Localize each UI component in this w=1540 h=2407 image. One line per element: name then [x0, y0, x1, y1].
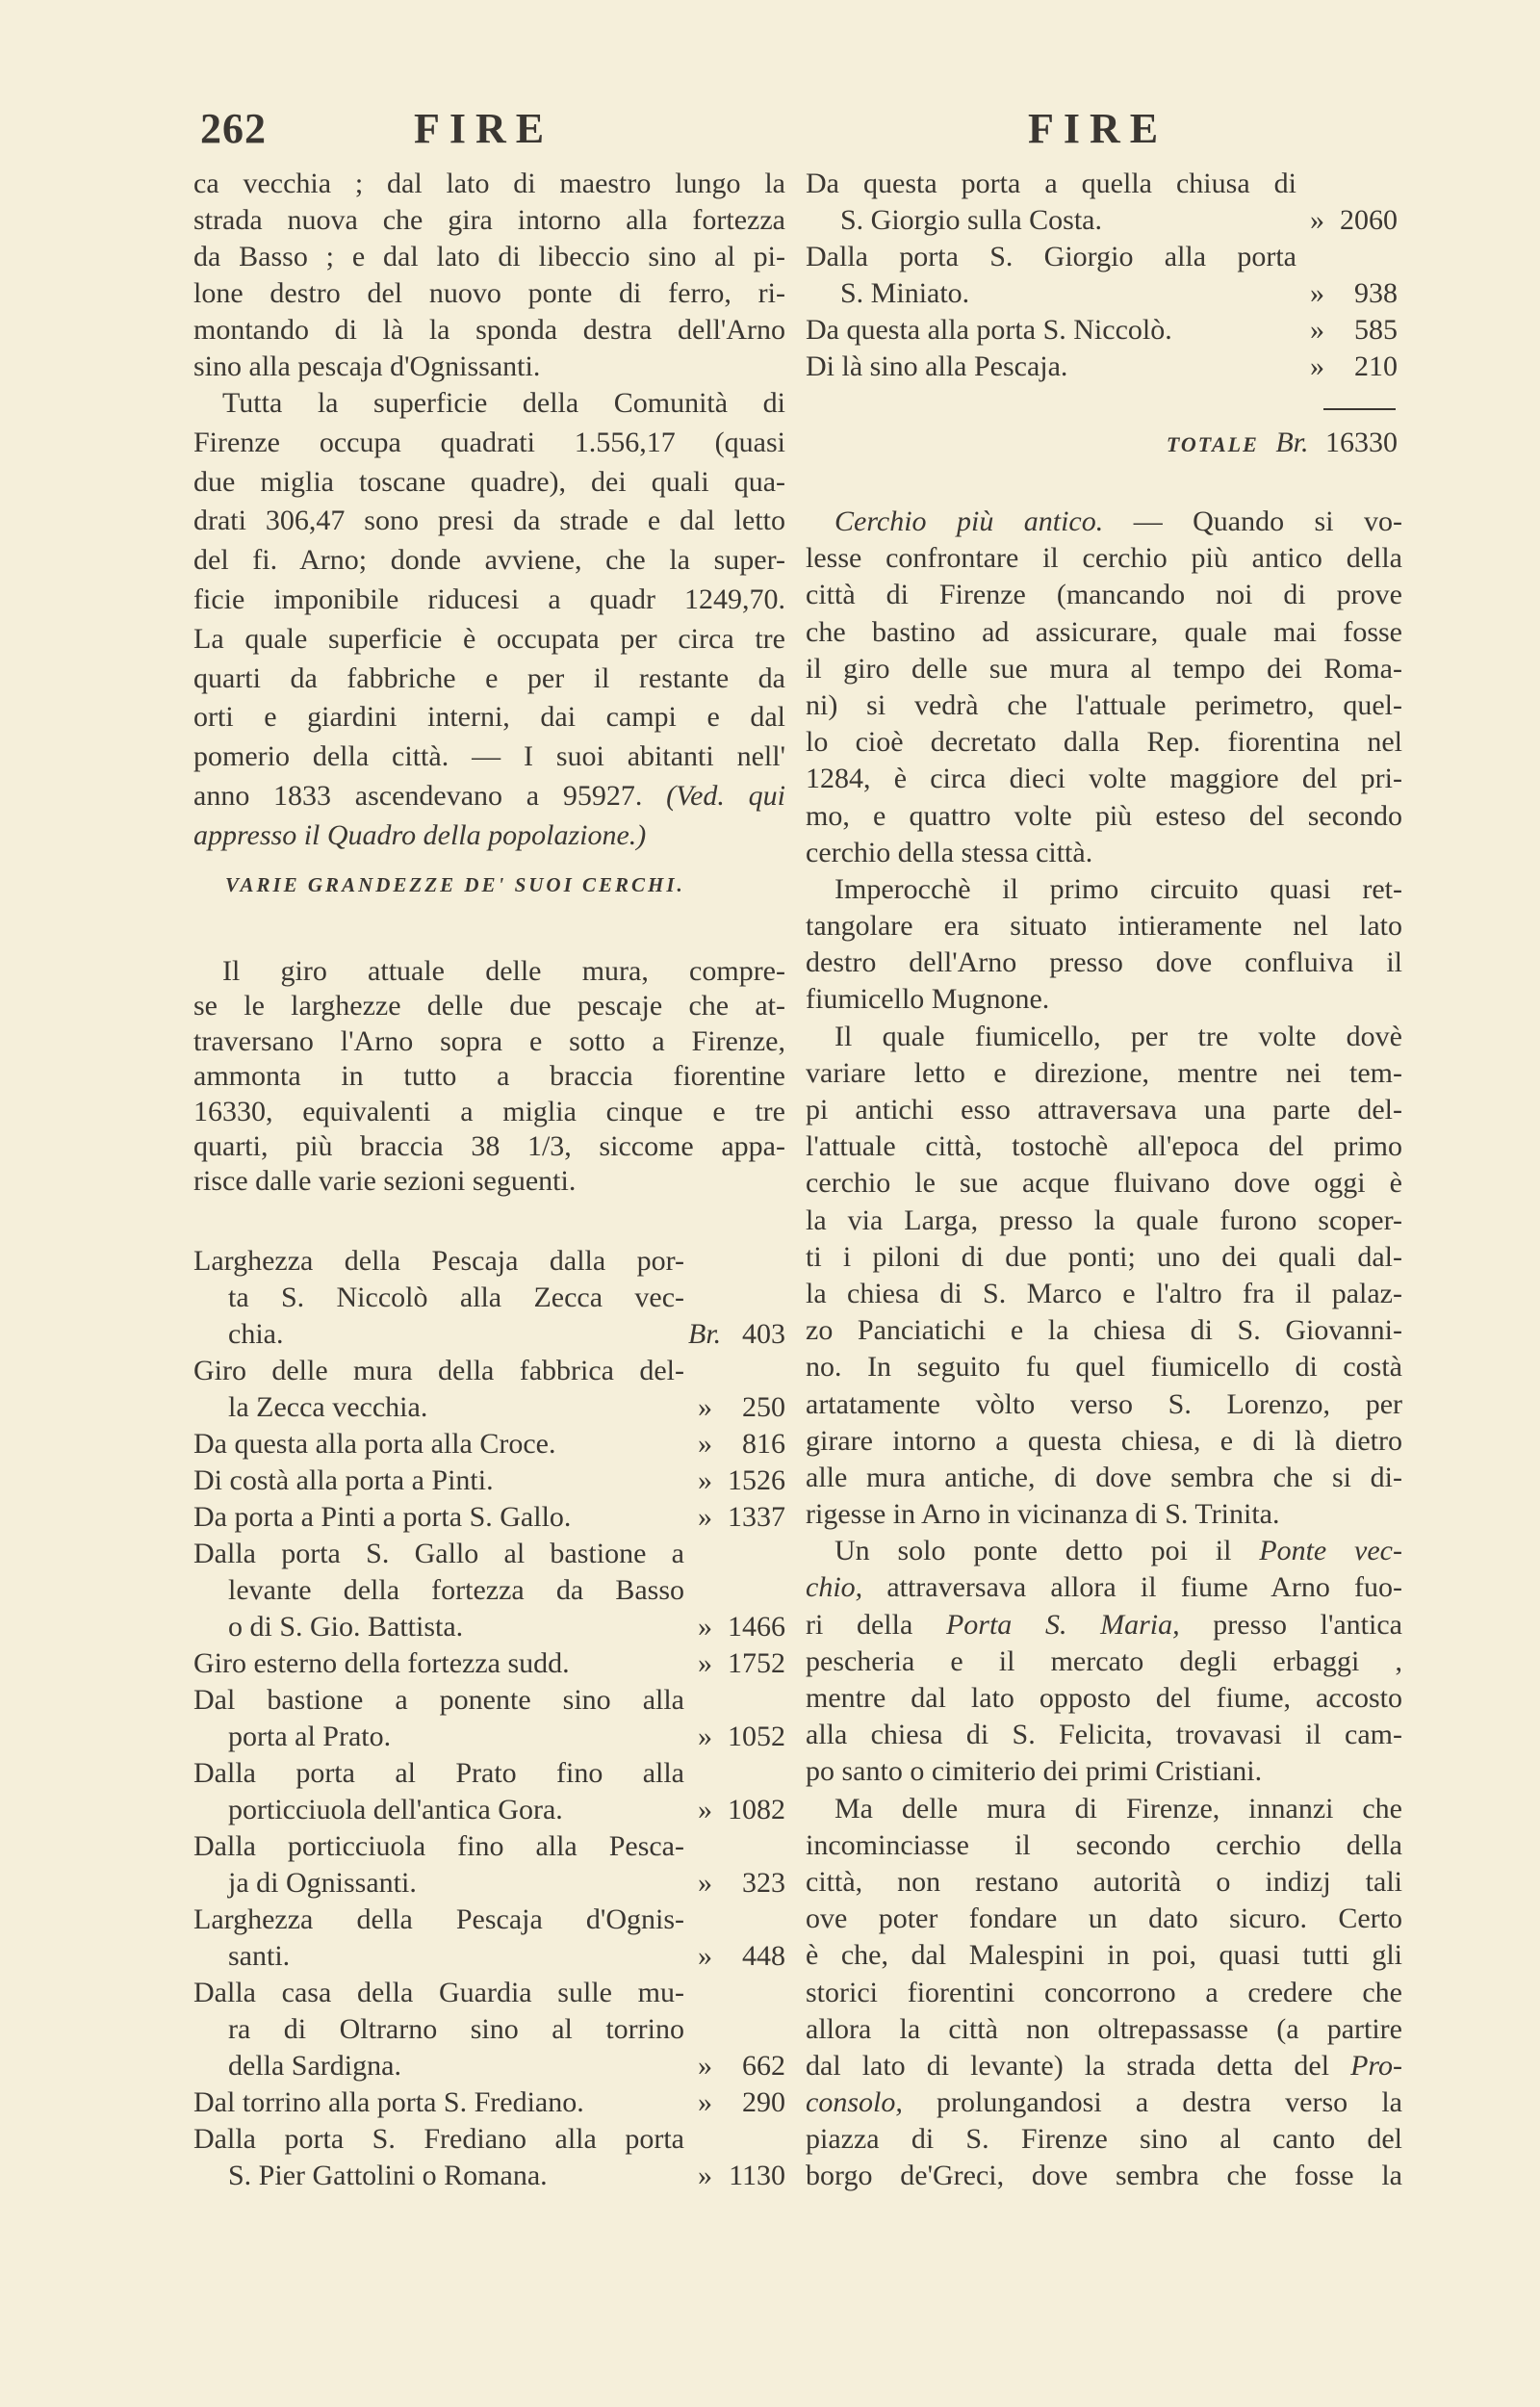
text-segment: ca vecchia ; dal lato di maestro lungo la [193, 168, 785, 199]
text-segment: dal lato di levante) la strada detta del [806, 2049, 1351, 2082]
text-line [806, 504, 1402, 540]
row-label-line: Dal bastione a ponente sino alla [193, 1684, 684, 1716]
row-label-line: ta S. Niccolò alla Zecca vec- [228, 1281, 684, 1313]
text-line [806, 1643, 1402, 1680]
italic-text: Ponte vec- [1259, 1535, 1402, 1567]
row-label-line: Da questa alla porta alla Croce. [193, 1428, 556, 1460]
table-row [806, 349, 1398, 385]
text-line [806, 908, 1402, 945]
text-line [806, 1864, 1402, 1901]
text-segment: quarti, più braccia 38 1/3, siccome appa- [193, 1129, 785, 1162]
text-line [193, 312, 785, 349]
text-line [806, 1680, 1402, 1717]
text-line [806, 2121, 1402, 2158]
row-label-line: ra di Oltrarno sino al torrino [228, 2013, 684, 2045]
row-value: 1752 [728, 1647, 785, 1679]
row-label-line: santi. [228, 1940, 291, 1972]
text-segment: 16330, equivalenti a miglia cinque e tre [193, 1095, 785, 1127]
row-value: 448 [742, 1940, 785, 1972]
text-segment: allora la città non oltrepassasse (a partire [806, 2012, 1402, 2045]
text-line [193, 1095, 785, 1129]
paragraph-superficie [193, 384, 785, 856]
table-row [193, 1682, 785, 1755]
ditto-mark: » [698, 1428, 712, 1460]
table-row [193, 1536, 785, 1645]
text-line [193, 239, 785, 275]
text-segment: ficie imponibile riducesi a quadr 1249,70. [193, 582, 785, 615]
text-segment: lone destro del nuovo ponte di ferro, ri- [193, 277, 785, 309]
text-segment: la via Larga, presso la quale furono scoper- [806, 1204, 1402, 1236]
text-segment: città, non restano autorità o indizj tali [806, 1865, 1402, 1898]
text-segment: Tutta la superficie della Comunità di [222, 387, 785, 419]
row-label-line: S. Miniato. [840, 277, 970, 309]
table-row [193, 1462, 785, 1499]
text-line [806, 1717, 1402, 1753]
text-segment: Il quale fiumicello, per tre volte dovè [834, 1020, 1402, 1052]
text-line [806, 687, 1402, 724]
italic-text: chio, [806, 1571, 863, 1604]
row-value: 403 [742, 1318, 785, 1350]
text-segment: pomerio della città. — I suoi abitanti nell' [193, 740, 785, 773]
text-segment: variare letto e direzione, mentre nei tem- [806, 1056, 1402, 1089]
running-head-right: FIRE [1028, 105, 1168, 152]
text-segment: presso l'antica [1179, 1608, 1402, 1641]
row-label-line: Giro delle mura della fabbrica del- [193, 1355, 684, 1386]
text-segment: Imperocchè il primo circuito quasi ret- [834, 872, 1402, 905]
ditto-mark: » [1310, 277, 1324, 309]
text-segment: ni) si vedrà che l'attuale perimetro, quel- [806, 688, 1402, 721]
text-segment: mentre dal lato opposto del fiume, accosto [806, 1682, 1402, 1714]
row-value: 1337 [728, 1501, 785, 1533]
text-line [806, 1460, 1402, 1496]
text-segment: drati 306,47 sono presi da strade e dal letto [193, 505, 785, 537]
text-segment: storici fiorentini concorrono a credere che [806, 1976, 1402, 2008]
table-row [193, 1426, 785, 1462]
text-line [806, 1386, 1402, 1423]
italic-text: appresso il Quadro della popolazione.) [193, 818, 647, 851]
text-segment: Il giro attuale delle mura, compre- [222, 955, 785, 987]
ditto-mark: » [698, 1867, 712, 1899]
text-line [806, 1239, 1402, 1276]
total-unit: Br. [1275, 427, 1309, 458]
table-row [806, 239, 1398, 312]
text-line [806, 1901, 1402, 1937]
row-label-line: S. Giorgio sulla Costa. [840, 204, 1102, 236]
text-segment: ammonta in tutto a braccia fiorentine [193, 1060, 785, 1093]
row-label-line: Dalla porticciuola fino alla Pesca- [193, 1830, 684, 1862]
text-line [193, 463, 785, 503]
text-line [193, 1164, 785, 1199]
text-line [806, 577, 1402, 613]
running-head-left: FIRE [414, 105, 554, 152]
row-label-line: levante della fortezza da Basso [228, 1574, 684, 1606]
text-line [806, 1019, 1402, 1055]
text-line [193, 424, 785, 463]
text-segment: cerchio della stessa città. [806, 836, 1093, 868]
text-segment: l'attuale città, tostochè all'epoca del primo [806, 1130, 1402, 1163]
text-line [806, 1276, 1402, 1312]
text-segment: anno 1833 ascendevano a 95927. [193, 779, 667, 812]
text-line [806, 1827, 1402, 1864]
text-line [193, 816, 785, 856]
ditto-mark: » [698, 1501, 712, 1533]
text-line [806, 1165, 1402, 1202]
ditto-mark: » [698, 1647, 712, 1679]
text-line [806, 1753, 1402, 1790]
ditto-mark: » [698, 2050, 712, 2082]
text-segment: zo Panciatichi e la chiesa di S. Giovanni- [806, 1314, 1402, 1347]
text-segment: no. In seguito fu quel fiumicello di costà [806, 1351, 1402, 1384]
text-segment: destro dell'Arno presso dove confluiva il [806, 946, 1402, 979]
text-line [806, 1496, 1402, 1533]
ditto-mark: » [698, 2086, 712, 2118]
text-line [193, 738, 785, 777]
ditto-mark: » [698, 1611, 712, 1643]
text-line [193, 502, 785, 541]
text-line [806, 2048, 1402, 2084]
row-label-line: chia. [228, 1318, 284, 1350]
text-segment: borgo de'Greci, dove sembra che fosse la [806, 2160, 1402, 2192]
text-line [806, 1607, 1402, 1643]
text-segment: da Basso ; e dal lato di libeccio sino al pi- [193, 241, 785, 272]
text-line [806, 1937, 1402, 1974]
text-segment: Ma delle mura di Firenze, innanzi che [834, 1792, 1402, 1825]
row-label-line: della Sardigna. [228, 2050, 401, 2082]
table-row [806, 312, 1398, 349]
table-row [193, 1828, 785, 1902]
text-segment: del fi. Arno; donde avviene, che la super- [193, 544, 785, 577]
total-label: TOTALE [1166, 432, 1259, 456]
text-line [806, 1092, 1402, 1128]
measurements-table-right [806, 166, 1398, 385]
text-segment: ti i piloni di due ponti; uno dei quali dal- [806, 1240, 1402, 1273]
text-segment: lesse confrontare il cerchio più antico della [806, 542, 1402, 575]
row-value: 210 [1354, 350, 1398, 382]
table-row [193, 1499, 785, 1536]
italic-text: (Ved. qui [666, 779, 785, 812]
ditto-mark: » [698, 2160, 712, 2191]
text-segment: traversano l'Arno sopra e sotto a Firenze, [193, 1024, 785, 1057]
table-row [193, 2084, 785, 2121]
text-segment: se le larghezze delle due pescaje che at- [193, 990, 785, 1022]
text-segment: strada nuova che gira intorno alla fortezza [193, 204, 785, 236]
table-row [193, 1755, 785, 1828]
ditto-mark: » [1310, 314, 1324, 346]
row-label-line: porta al Prato. [228, 1721, 392, 1752]
text-line [806, 540, 1402, 577]
row-label-line: Dalla porta S. Gallo al bastione a [193, 1538, 684, 1569]
paragraph-continuation [193, 166, 785, 385]
row-value: 1130 [729, 2160, 785, 2191]
row-label-line: ja di Ognissanti. [228, 1867, 417, 1899]
text-line [806, 1349, 1402, 1385]
text-line [193, 620, 785, 660]
table-row [193, 1902, 785, 1975]
text-line [193, 1129, 785, 1164]
paragraph-giro [193, 954, 785, 1200]
italic-text: Porta S. Maria, [945, 1608, 1180, 1641]
table-row [193, 2121, 785, 2194]
row-label-line: Dalla porta al Prato fino alla [193, 1757, 684, 1789]
text-segment: attraversava allora il fiume Arno fuo- [862, 1571, 1402, 1604]
text-line [806, 1533, 1402, 1569]
row-label-line: Dalla casa della Guardia sulle mu- [193, 1977, 684, 2008]
row-value: 323 [742, 1867, 785, 1899]
row-label-line: la Zecca vecchia. [228, 1391, 428, 1423]
text-segment: La quale superficie è occupata per circa tre [193, 622, 785, 655]
text-line [806, 1423, 1402, 1460]
text-line [193, 275, 785, 312]
text-line [806, 1128, 1402, 1165]
text-segment: è che, dal Malespini in poi, quasi tutti gli [806, 1939, 1402, 1972]
text-line [806, 1975, 1402, 2011]
row-label-line: porticciuola dell'antica Gora. [228, 1794, 563, 1825]
text-segment: città di Firenze (mancando noi di prove [806, 579, 1402, 611]
row-label-line: Di costà alla porta a Pinti. [193, 1464, 494, 1496]
text-line [806, 724, 1402, 761]
row-value: 1052 [728, 1721, 785, 1752]
text-line [806, 981, 1402, 1018]
table-row [806, 166, 1398, 239]
text-segment: quarti da fabbriche e per il restante da [193, 661, 785, 694]
text-segment: la chiesa di S. Marco e l'altro fra il palaz- [806, 1277, 1402, 1309]
text-line [806, 2084, 1402, 2121]
text-segment: fiumicello Mugnone. [806, 983, 1050, 1016]
row-label-line: Larghezza della Pescaja dalla por- [193, 1245, 684, 1277]
ditto-mark: » [1310, 350, 1324, 382]
text-segment: cerchio le sue acque fluivano dove oggi è [806, 1167, 1402, 1200]
row-value: 816 [742, 1428, 785, 1460]
text-line [806, 651, 1402, 687]
row-value: 290 [742, 2086, 785, 2118]
italic-text: consolo, [806, 2086, 903, 2119]
row-value: 1466 [728, 1611, 785, 1643]
text-segment: risce dalle varie sezioni seguenti. [193, 1165, 577, 1198]
text-segment: rigesse in Arno in vicinanza di S. Trinita. [806, 1498, 1280, 1531]
text-line [806, 1055, 1402, 1092]
total-value: 16330 [1325, 427, 1398, 458]
text-segment: pescheria e il mercato degli erbaggi , [806, 1644, 1402, 1677]
row-label-line: Da questa alla porta S. Niccolò. [806, 314, 1172, 346]
text-line [806, 614, 1402, 651]
text-line [193, 202, 785, 239]
row-value: 585 [1354, 314, 1398, 346]
text-segment: tangolare era situato intieramente nel lato [806, 910, 1402, 943]
text-line [806, 835, 1402, 871]
text-line [193, 660, 785, 699]
text-line [193, 954, 785, 989]
text-segment: montando di là la sponda destra dell'Arno [193, 314, 785, 346]
table-row [193, 1353, 785, 1426]
text-segment: piazza di S. Firenze sino al canto del [806, 2123, 1402, 2156]
table-row [193, 1975, 785, 2084]
ditto-mark: » [1310, 204, 1324, 236]
text-segment: orti e giardini interni, dai campi e dal [193, 701, 785, 734]
text-segment: Un solo ponte detto poi il [834, 1535, 1260, 1567]
measurements-table-left [193, 1243, 785, 2194]
text-line [193, 1059, 785, 1094]
text-segment: Firenze occupa quadrati 1.556,17 (quasi [193, 426, 785, 458]
text-line [193, 384, 785, 424]
text-line [806, 945, 1402, 981]
italic-text: Pro- [1350, 2049, 1402, 2082]
text-line [806, 871, 1402, 908]
text-segment: — Quando si vo- [1103, 505, 1403, 537]
text-segment: lo cioè decretato dalla Rep. fiorentina nel [806, 726, 1402, 759]
row-label-line: Da porta a Pinti a porta S. Gallo. [193, 1501, 572, 1533]
text-line [806, 1569, 1402, 1606]
table-row [193, 1243, 785, 1353]
text-line [193, 698, 785, 738]
italic-text: Cerchio più antico. [834, 505, 1104, 537]
text-segment: artatamente vòlto verso S. Lorenzo, per [806, 1387, 1402, 1420]
text-line [193, 989, 785, 1023]
row-value: 2060 [1340, 204, 1398, 236]
text-segment: due miglia toscane quadre), dei quali qua- [193, 465, 785, 498]
section-heading: VARIE GRANDEZZE DE' SUOI CERCHI. [225, 873, 685, 896]
text-segment: pi antichi esso attraversava una parte del- [806, 1094, 1402, 1126]
text-line [806, 2011, 1402, 2048]
text-line [806, 2158, 1402, 2194]
text-line [806, 1203, 1402, 1239]
text-segment: ri della [806, 1608, 946, 1641]
ditto-mark: » [698, 1940, 712, 1972]
row-label-line: Larghezza della Pescaja d'Ognis- [193, 1903, 684, 1935]
right-column-text [806, 504, 1402, 2195]
row-value: 250 [742, 1391, 785, 1423]
ditto-mark: » [698, 1794, 712, 1825]
table-row [193, 1645, 785, 1682]
text-segment: sino alla pescaja d'Ognissanti. [193, 350, 541, 382]
unit-label: Br. [688, 1318, 722, 1350]
text-line [193, 777, 785, 816]
row-value: 1526 [728, 1464, 785, 1496]
page-number: 262 [200, 105, 267, 152]
ditto-mark: » [698, 1721, 712, 1752]
text-line [806, 1791, 1402, 1827]
row-value: 662 [742, 2050, 785, 2082]
row-label-line: Dalla porta S. Giorgio alla porta [806, 241, 1296, 272]
text-segment: girare intorno a questa chiesa, e di là dietro [806, 1424, 1402, 1457]
text-line [193, 581, 785, 620]
text-segment: il giro delle sue mura al tempo dei Roma- [806, 652, 1402, 685]
row-value: 1082 [728, 1794, 785, 1825]
text-line [806, 798, 1402, 835]
text-segment: che bastino ad assicurare, quale mai fosse [806, 615, 1402, 648]
text-segment: po santo o cimiterio dei primi Cristiani. [806, 1755, 1263, 1788]
text-line [806, 761, 1402, 797]
text-segment: ove poter fondare un dato sicuro. Certo [806, 1902, 1402, 1935]
text-line [193, 541, 785, 581]
row-label-line: S. Pier Gattolini o Romana. [228, 2160, 548, 2191]
text-segment: mo, e quattro volte più esteso del secondo [806, 799, 1402, 832]
total-rule [1323, 408, 1396, 410]
row-label-line: Da questa porta a quella chiusa di [806, 168, 1296, 199]
row-label-line: Di là sino alla Pescaja. [806, 350, 1068, 382]
ditto-mark: » [698, 1391, 712, 1423]
text-line [193, 1024, 785, 1059]
text-segment: prolungandosi a destra verso la [902, 2086, 1402, 2119]
text-segment: alla chiesa di S. Felicita, trovavasi il cam- [806, 1719, 1402, 1751]
ditto-mark: » [698, 1464, 712, 1496]
text-segment: incominciasse il secondo cerchio della [806, 1828, 1402, 1861]
row-label-line: o di S. Gio. Battista. [228, 1611, 464, 1643]
text-line [193, 349, 785, 385]
text-line [806, 1312, 1402, 1349]
text-line [193, 166, 785, 202]
row-label-line: Dalla porta S. Frediano alla porta [193, 2123, 684, 2155]
text-segment: alle mura antiche, di dove sembra che si di- [806, 1461, 1402, 1493]
row-label-line: Giro esterno della fortezza sudd. [193, 1647, 570, 1679]
total-row [1107, 427, 1398, 459]
row-value: 938 [1354, 277, 1398, 309]
text-segment: 1284, è circa dieci volte maggiore del pri- [806, 763, 1402, 795]
row-label-line: Dal torrino alla porta S. Frediano. [193, 2086, 584, 2118]
